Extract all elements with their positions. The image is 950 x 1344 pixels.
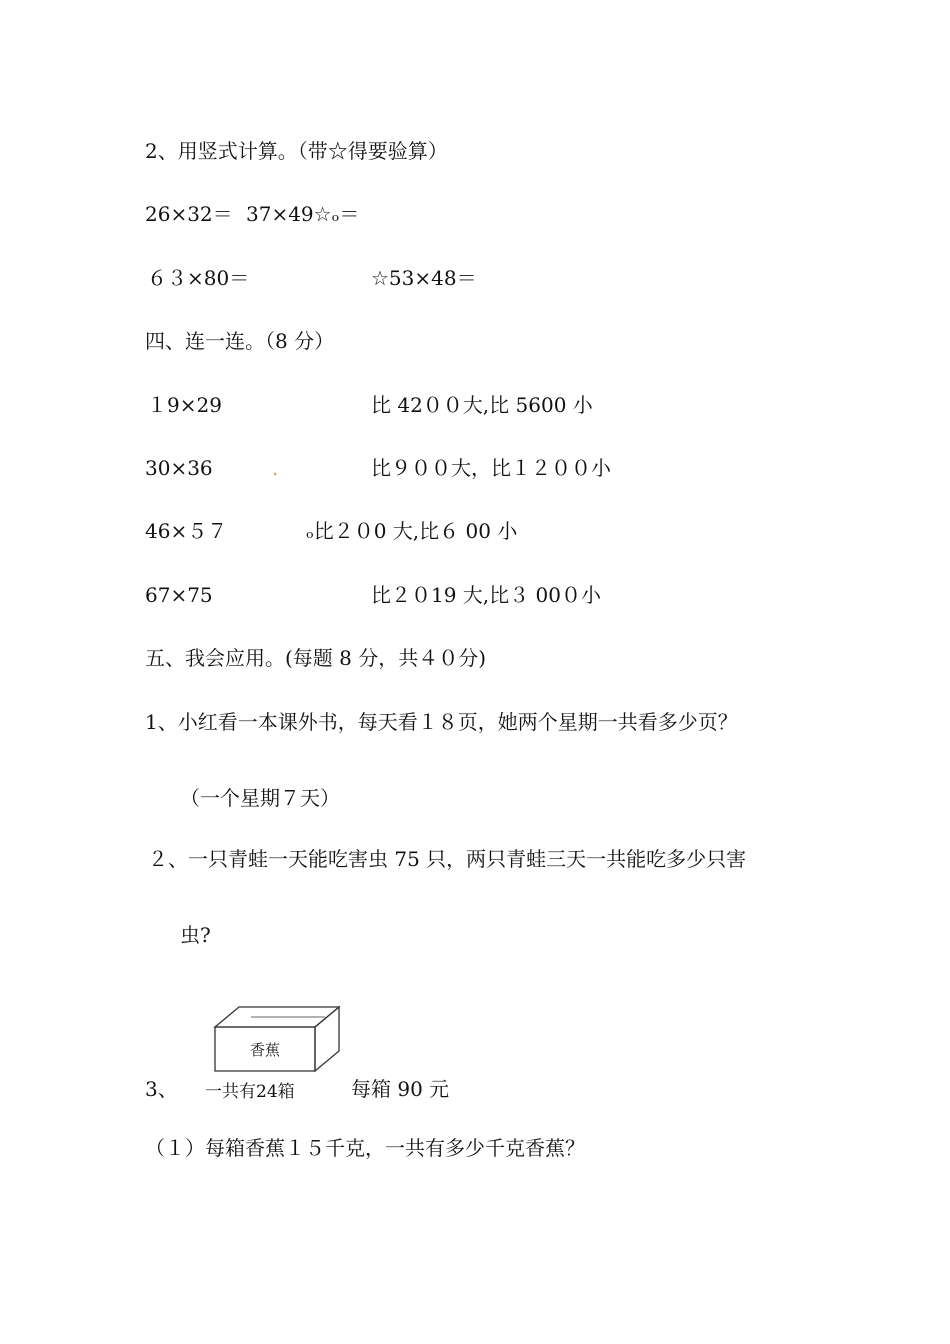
match-left-3: 46×５７: [145, 519, 228, 543]
match-left-4: 67×75: [145, 583, 213, 607]
section-5-title: 五、我会应用。(每题 8 分，共４０分): [145, 646, 487, 670]
box-icon: [205, 1003, 345, 1073]
question-1-note: （一个星期７天）: [180, 786, 340, 810]
calc-37x49: [246, 201, 359, 227]
match-right-4: 比２０19 大,比３ 00０小: [371, 583, 601, 607]
section-2-title: 2、用竖式计算。（带☆得要验算）: [145, 139, 448, 163]
question-3-sub-1: （１）每箱香蕉１５千克，一共有多少千克香蕉？: [145, 1136, 585, 1160]
question-2: ２、一只青蛙一天能吃害虫 75 只，两只青蛙三天一共能吃多少只害: [148, 847, 747, 871]
calc-37x49-expr: 37×49☆: [246, 202, 332, 226]
calc-37x49-eq: ＝: [339, 202, 360, 226]
question-3-price: 每箱 90 元: [351, 1077, 450, 1101]
match-left-2: 30×36: [145, 456, 213, 480]
banana-box-figure: [205, 1003, 345, 1102]
match-right-3: [306, 518, 517, 544]
stray-mark: ₒ: [331, 202, 340, 226]
calc-53x48: ☆53×48＝: [371, 266, 477, 290]
box-label: 香蕉: [249, 1041, 281, 1059]
match-right-1: 比 42００大,比 5600 小: [371, 393, 593, 417]
match-left-1: １9×29: [147, 393, 222, 417]
section-4-title: 四、连一连。（8 分）: [145, 329, 335, 353]
match-right-3-text: 比２０0 大,比６ 00 小: [313, 519, 518, 543]
stray-mark: ₒ: [306, 519, 314, 543]
calc-26x32: 26×32＝: [145, 202, 233, 226]
match-right-2: 比９００大，比１２００小: [371, 456, 611, 480]
question-2-cont: 虫?: [180, 923, 211, 947]
question-3-number: 3、: [145, 1077, 178, 1101]
calc-63x80: ６３×80＝: [147, 266, 250, 290]
box-caption: 一共有24箱: [205, 1082, 295, 1102]
decorative-dot: .: [272, 456, 279, 480]
question-1: 1、小红看一本课外书，每天看１８页，她两个星期一共看多少页？: [145, 710, 738, 734]
